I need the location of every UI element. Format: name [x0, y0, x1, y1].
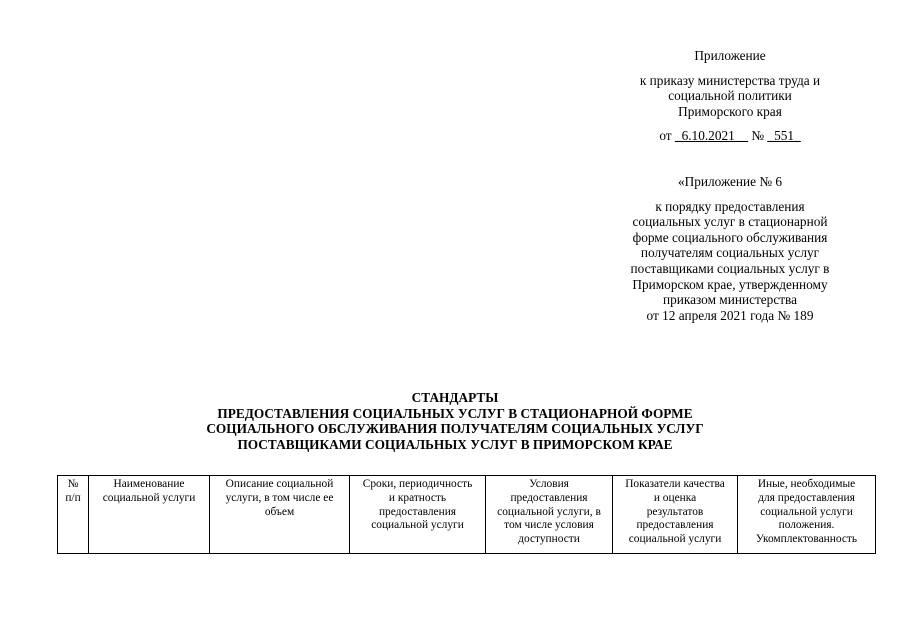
approval-line: социальной политики [668, 88, 792, 104]
approval-heading: Приложение [694, 48, 766, 63]
title-line: СОЦИАЛЬНОГО ОБСЛУЖИВАНИЯ ПОЛУЧАТЕЛЯМ СОЦИАЛЬНЫХ УСЛУГ [206, 421, 704, 437]
appendix-line: форме социального обслуживания [632, 229, 828, 245]
appendix-line: от 12 апреля 2021 года № 189 [646, 307, 814, 323]
title-line: СТАНДАРТЫ [411, 390, 499, 405]
appendix-line: получателям социальных услуг [640, 245, 820, 261]
number-label: № [751, 128, 765, 144]
appendix-block [585, 174, 875, 323]
appendix-line: поставщиками социальных услуг в [630, 260, 830, 276]
appendix-line: социальных услуг в стационарной [632, 214, 828, 230]
appendix-heading: «Приложение № 6 [678, 174, 782, 189]
order-date: _6.10.2021__ [674, 128, 749, 144]
column-header-other-provisions: Иные, необходимые для предоставления социальной услуги положения. Укомплектованность [738, 476, 876, 554]
appendix-line: Приморском крае, утвержденному [632, 276, 828, 292]
column-header-terms: Сроки, периодичность и кратность предоставления социальной услуги [350, 476, 486, 554]
date-prefix: от [659, 128, 672, 144]
document-title [60, 390, 850, 452]
table-header-row [58, 476, 876, 554]
standards-table [57, 475, 876, 554]
approval-line: Приморского края [678, 103, 782, 119]
title-line: ПРЕДОСТАВЛЕНИЯ СОЦИАЛЬНЫХ УСЛУГ В СТАЦИОНАРНОЙ ФОРМЕ [217, 405, 693, 421]
column-header-conditions: Условия предоставления социальной услуги, в том числе условия доступности [486, 476, 613, 554]
approval-date-line [585, 128, 875, 144]
column-header-quality-indicators: Показатели качества и оценка результатов предоставления социальной услуги [613, 476, 738, 554]
column-header-service-name: Наименование социальной услуги [89, 476, 210, 554]
column-header-service-description: Описание социальной услуги, в том числе ее объем [210, 476, 350, 554]
title-line: ПОСТАВЩИКАМИ СОЦИАЛЬНЫХ УСЛУГ В ПРИМОРСКОМ КРАЕ [237, 436, 673, 452]
order-number: _551_ [767, 128, 801, 144]
appendix-line: приказом министерства [662, 292, 798, 308]
column-header-number: № п/п [58, 476, 89, 554]
approval-block [585, 48, 875, 144]
approval-line: к приказу министерства труда и [639, 72, 821, 88]
appendix-line: к порядку предоставления [655, 198, 805, 214]
